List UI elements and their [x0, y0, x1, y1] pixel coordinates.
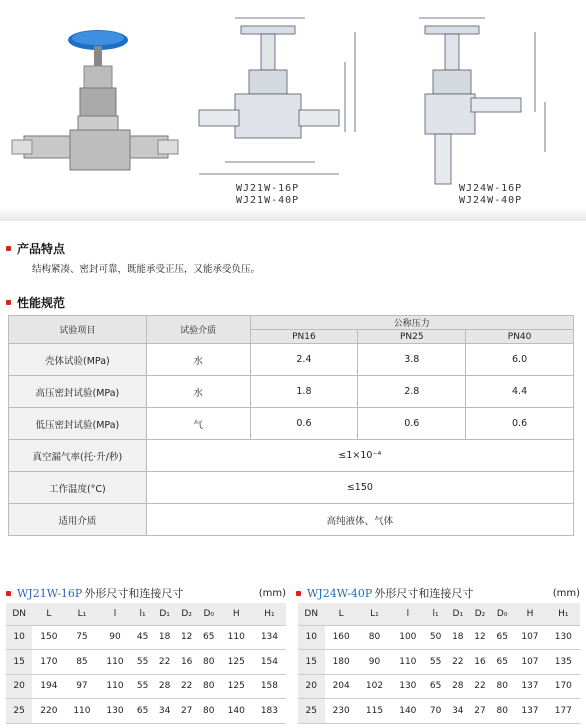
table-header-row	[6, 603, 286, 625]
table-cell: 158	[253, 674, 286, 699]
table-row: 试验项目 试验介质 公称压力	[9, 316, 574, 330]
column-header: l₁	[132, 603, 154, 625]
table-cell: 135	[547, 650, 580, 675]
table-header-row	[298, 603, 580, 625]
table-cell: 80	[491, 699, 513, 724]
table-cell: 55	[132, 650, 154, 675]
features-text: 结构紧凑、密封可靠，既能承受正压，又能承受负压。	[32, 264, 261, 275]
table-cell: 25	[6, 699, 32, 724]
table-cell: 230	[325, 699, 358, 724]
table-cell: 107	[513, 650, 546, 675]
dim-left-table	[6, 603, 286, 724]
column-header: L	[325, 603, 358, 625]
table-cell: 80	[198, 699, 220, 724]
table-cell: 70	[424, 699, 446, 724]
table-row: 适用介质 高纯液体、气体	[9, 504, 574, 536]
table-cell: 183	[253, 699, 286, 724]
table-cell: 130	[391, 674, 424, 699]
bullet-icon	[6, 246, 11, 251]
table-cell: 220	[32, 699, 65, 724]
table-cell: 22	[154, 650, 176, 675]
table-cell: 80	[198, 674, 220, 699]
column-header: D₂	[469, 603, 491, 625]
table-cell: 18	[154, 625, 176, 650]
table-cell: 100	[391, 625, 424, 650]
table-cell: 204	[325, 674, 358, 699]
column-header: D₁	[154, 603, 176, 625]
column-header: H	[220, 603, 253, 625]
table-row: 低压密封试验(MPa) 气 0.6 0.6 0.6	[9, 408, 574, 440]
table-cell: 134	[253, 625, 286, 650]
table-cell: 140	[220, 699, 253, 724]
table-cell: 55	[424, 650, 446, 675]
table-cell: 125	[220, 650, 253, 675]
table-cell: 55	[132, 674, 154, 699]
column-header: L	[32, 603, 65, 625]
table-cell: 194	[32, 674, 65, 699]
table-cell: 10	[6, 625, 32, 650]
dim-right-table	[298, 603, 580, 724]
caption-left: WJ21W-16P WJ21W-40P	[236, 183, 300, 206]
table-cell: 25	[298, 699, 325, 724]
table-cell: 102	[358, 674, 391, 699]
table-cell: 28	[447, 674, 469, 699]
table-cell: 80	[491, 674, 513, 699]
table-cell: 85	[65, 650, 98, 675]
table-cell: 130	[547, 625, 580, 650]
column-header: D₂	[176, 603, 198, 625]
table-cell: 65	[424, 674, 446, 699]
table-cell: 20	[298, 674, 325, 699]
table-cell: 110	[391, 650, 424, 675]
table-cell: 140	[391, 699, 424, 724]
table-cell: 154	[253, 650, 286, 675]
table-cell: 27	[176, 699, 198, 724]
features-heading: 产品特点	[6, 240, 65, 257]
table-row	[298, 674, 580, 699]
performance-table	[8, 315, 574, 536]
table-cell: 170	[547, 674, 580, 699]
perf-heading: 性能规范	[6, 294, 65, 311]
dim-right-title: WJ24W-40P 外形尺寸和连接尺寸 (mm)	[296, 585, 580, 601]
table-row	[6, 650, 286, 675]
table-cell: 177	[547, 699, 580, 724]
column-header: DN	[6, 603, 32, 625]
table-row	[6, 625, 286, 650]
table-cell: 107	[513, 625, 546, 650]
table-cell: 137	[513, 674, 546, 699]
column-header: l	[98, 603, 131, 625]
table-cell: 16	[176, 650, 198, 675]
bullet-icon	[6, 300, 11, 305]
table-cell: 110	[65, 699, 98, 724]
column-header: H	[513, 603, 546, 625]
valve-photo	[10, 18, 180, 198]
table-cell: 65	[198, 625, 220, 650]
table-cell: 80	[358, 625, 391, 650]
table-cell: 28	[154, 674, 176, 699]
bullet-icon	[296, 591, 301, 596]
table-cell: 110	[98, 674, 131, 699]
caption-right: WJ24W-16P WJ24W-40P	[459, 183, 523, 206]
table-cell: 65	[491, 650, 513, 675]
column-header: H₁	[253, 603, 286, 625]
table-cell: 170	[32, 650, 65, 675]
table-cell: 65	[491, 625, 513, 650]
table-row: PN16 PN25 PN40	[9, 330, 574, 344]
table-cell: 90	[358, 650, 391, 675]
table-row	[298, 625, 580, 650]
table-cell: 12	[176, 625, 198, 650]
table-cell: 110	[98, 650, 131, 675]
table-row: 高压密封试验(MPa) 水 1.8 2.8 4.4	[9, 376, 574, 408]
column-header: D₁	[447, 603, 469, 625]
table-row: 真空漏气率(托·升/秒) ≤1×10⁻⁴	[9, 440, 574, 472]
table-cell: 34	[447, 699, 469, 724]
product-illustration-area	[0, 0, 586, 222]
table-cell: 22	[176, 674, 198, 699]
table-cell: 50	[424, 625, 446, 650]
table-cell: 45	[132, 625, 154, 650]
table-cell: 160	[325, 625, 358, 650]
table-cell: 65	[132, 699, 154, 724]
section-divider	[0, 207, 586, 221]
table-cell: 27	[469, 699, 491, 724]
table-cell: 90	[98, 625, 131, 650]
table-cell: 97	[65, 674, 98, 699]
table-row	[6, 699, 286, 724]
table-cell: 150	[32, 625, 65, 650]
wj24w-drawing	[405, 2, 575, 190]
table-cell: 16	[469, 650, 491, 675]
table-cell: 75	[65, 625, 98, 650]
bullet-icon	[6, 591, 11, 596]
table-row: 工作温度(°C) ≤150	[9, 472, 574, 504]
table-cell: 15	[6, 650, 32, 675]
column-header: l	[391, 603, 424, 625]
table-row	[6, 674, 286, 699]
column-header: D₀	[491, 603, 513, 625]
table-cell: 80	[198, 650, 220, 675]
table-cell: 12	[469, 625, 491, 650]
table-cell: 20	[6, 674, 32, 699]
column-header: D₀	[198, 603, 220, 625]
column-header: L₁	[65, 603, 98, 625]
column-header: DN	[298, 603, 325, 625]
table-cell: 22	[469, 674, 491, 699]
table-row	[298, 650, 580, 675]
table-cell: 125	[220, 674, 253, 699]
dim-left-title: WJ21W-16P 外形尺寸和连接尺寸 (mm)	[6, 585, 286, 601]
column-header: l₁	[424, 603, 446, 625]
table-cell: 110	[220, 625, 253, 650]
table-cell: 15	[298, 650, 325, 675]
wj21w-drawing	[195, 2, 375, 180]
table-cell: 115	[358, 699, 391, 724]
column-header: H₁	[547, 603, 580, 625]
table-row	[298, 699, 580, 724]
table-cell: 137	[513, 699, 546, 724]
table-cell: 180	[325, 650, 358, 675]
table-cell: 18	[447, 625, 469, 650]
table-cell: 22	[447, 650, 469, 675]
table-cell: 130	[98, 699, 131, 724]
table-row: 壳体试验(MPa) 水 2.4 3.8 6.0	[9, 344, 574, 376]
table-cell: 34	[154, 699, 176, 724]
column-header: L₁	[358, 603, 391, 625]
table-cell: 10	[298, 625, 325, 650]
